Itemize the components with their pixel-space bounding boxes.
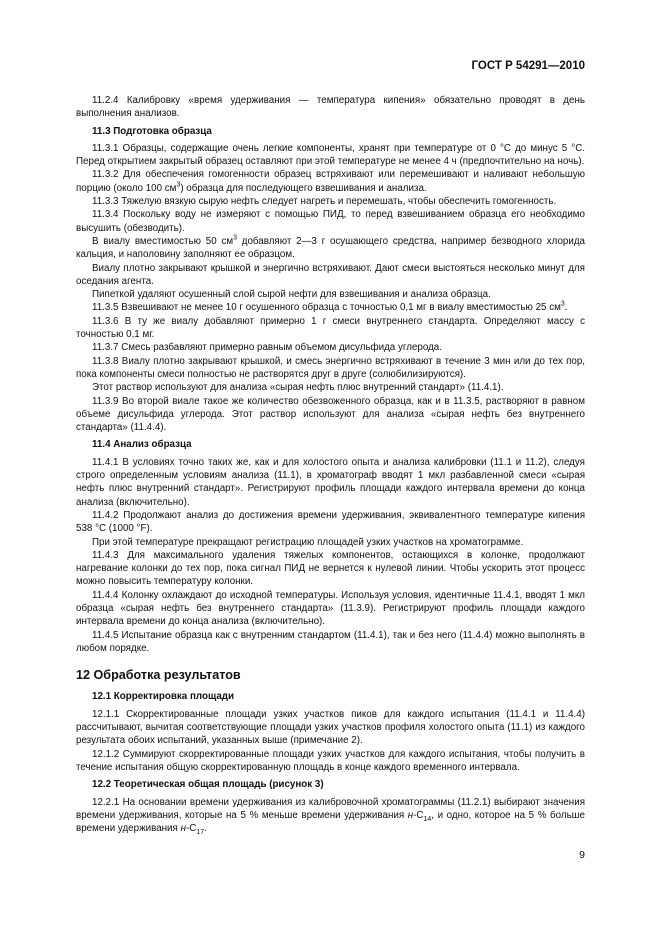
text-fragment: Этот раствор используют для анализа «сырая нефть плюс внутренний стандарт» (11.4.1). <box>92 382 504 394</box>
text-fragment: 12.2 Теоретическая общая площадь (рисунок 3) <box>92 779 324 791</box>
subsection-heading <box>76 438 585 451</box>
text-fragment: 11.3.5 Взвешивают не менее 10 г осушенного образца с точностью 0,1 мг в виалу вместимостью 25 см <box>92 302 561 314</box>
paragraph <box>76 708 585 748</box>
text-fragment: 11.3.3 Тяжелую вязкую сырую нефть следует нагреть и перемешать, чтобы обеспечить гомогенность. <box>92 196 557 208</box>
text-fragment: 11.4.1 В условиях точно таких же, как и для холостого опыта и анализа калибровки (11.1 и 11.2), следуя строго определенным условиям анализа (11.1), в хроматограф вводят 1 мкл разбавленной смеси «сырая нефть плюс внутренний стандарт». Регистрируют профиль площади каждого интервала времени до конца анализа (включительно). <box>76 456 585 508</box>
text-fragment: 11.3.4 Поскольку воду не измеряют с помощью ПИД, то перед взвешиванием образца его необходимо высушить (обезводить). <box>76 209 585 234</box>
paragraph <box>76 629 585 656</box>
paragraph <box>76 748 585 775</box>
paragraph <box>76 301 585 314</box>
text-fragment: 17 <box>196 829 205 837</box>
text-fragment: -С <box>413 809 424 821</box>
text-fragment: 11.2.4 Калибровку «время удерживания — температура кипения» обязательно проводят в день выполнения анализов. <box>76 95 585 120</box>
text-fragment: В виалу вместимостью 50 см <box>92 235 234 247</box>
text-fragment: -С <box>185 823 197 835</box>
paragraph <box>76 381 585 394</box>
paragraph <box>76 589 585 629</box>
text-fragment: н <box>180 823 186 835</box>
paragraph <box>76 456 585 509</box>
paragraph <box>76 315 585 342</box>
paragraph <box>76 509 585 536</box>
text-fragment: 14 <box>423 815 432 823</box>
paragraph <box>76 208 585 235</box>
paragraph <box>76 796 585 836</box>
paragraph <box>76 288 585 301</box>
text-fragment: Пипеткой удаляют осушенный слой сырой нефти для взвешивания и анализа образца. <box>92 289 491 301</box>
text-fragment: 11.3.1 Образцы, содержащие очень легкие компоненты, хранят при температуре от 0 °С до минус 5 °С. Перед открытием закрытый образец оставляют при этой температуре не менее 4 ч (предпочтительно на ночь). <box>76 142 585 168</box>
text-fragment: 12.1.2 Суммируют скорректированные площади узких участков для каждого испытания, чтобы получить в течение испытания общую скорректированную площадь в конце каждого временного интервала. <box>76 748 585 773</box>
text-fragment: 12 Обработка результатов <box>76 668 241 683</box>
text-fragment: Виалу плотно закрывают крышкой и энергично встряхивают. Дают смеси выстояться несколько минут для оседания агента. <box>76 262 585 287</box>
text-fragment: . <box>204 823 207 835</box>
text-fragment: . <box>564 302 568 314</box>
paragraph <box>76 549 585 589</box>
text-fragment: 11.3.7 Смесь разбавляют примерно равным объемом дисульфида углерода. <box>92 342 442 354</box>
text-fragment: , и одно, которое на 5 % больше времени удерживания <box>76 809 585 835</box>
text-fragment: 11.3 Подготовка образца <box>92 125 212 137</box>
text-fragment: При этой температуре прекращают регистрацию площадей узких участков на хроматограмме. <box>92 536 524 548</box>
paragraph <box>76 142 585 169</box>
text-fragment: 3 <box>233 234 237 242</box>
page-number: 9 <box>579 849 585 861</box>
subsection-heading <box>76 778 585 791</box>
text-fragment: 12.1.1 Скорректированные площади узких участков пиков для каждого испытания (11.4.1 и 11.4.4) рассчитывают, вычитая соответствующие площади узких участков профиля холостого опыта (11.1) из каждого результата обоих испытаний, указанных выше (примечание 2). <box>76 708 585 747</box>
text-fragment: 11.4.3 Для максимального удаления тяжелых компонентов, остающихся в колонке, продолжают нагревание колонки до тех пор, пока сигнал ПИД не вернется к нулевой линии. Чтобы ускорить этот процесс можно повысить температуру колонки. <box>76 549 585 588</box>
paragraph <box>76 536 585 549</box>
text-fragment: 12.2.1 На основании времени удерживания из калибровочной хроматограммы (11.2.1) выбирают значения времени удерживания, которые на 5 % меньше времени удерживания <box>76 796 585 821</box>
text-fragment: 11.3.6 В ту же виалу добавляют примерно 1 г смеси внутреннего стандарта. Определяют массу с точностью 0,1 мг. <box>76 315 585 341</box>
text-fragment: 12.1 Корректировка площади <box>92 691 235 703</box>
paragraph <box>76 395 585 435</box>
text-fragment: 11.3.8 Виалу плотно закрывают крышкой, и смесь энергично встряхивают в течение 3 мин или до тех пор, пока компоненты смеси полностью не растворятся друг в друге (солюбилизируются). <box>76 355 585 380</box>
text-fragment: 3 <box>560 301 565 309</box>
text-fragment: 11.3.2 Для обеспечения гомогенности образец встряхивают или перемешивают и наливают небольшую порцию (около 100 см <box>76 169 585 194</box>
text-fragment: добавляют 2—3 г осушающего средства, например безводного хлорида кальция, и наполовину заполняют ее образцом. <box>76 235 585 261</box>
paragraph <box>76 235 585 262</box>
subsection-heading <box>76 125 585 138</box>
text-fragment: 11.4 Анализ образца <box>92 439 192 451</box>
paragraph <box>76 262 585 289</box>
paragraph <box>76 168 585 195</box>
text-fragment: н <box>407 809 414 821</box>
paragraph <box>76 341 585 354</box>
text-fragment: 3 <box>176 181 181 189</box>
text-fragment: 11.4.2 Продолжают анализ до достижения времени удерживания, эквивалентного температуре кипения 538 °С (1000 °F). <box>76 509 585 535</box>
subsection-heading <box>76 690 585 703</box>
paragraph <box>76 94 585 121</box>
paragraph <box>76 195 585 208</box>
section-heading <box>76 669 585 682</box>
text-fragment: 11.4.5 Испытание образца как с внутренним стандартом (11.4.1), так и без него (11.4.4) можно выполнять в любом порядке. <box>76 629 585 654</box>
document-header: ГОСТ Р 54291—2010 <box>471 60 585 72</box>
text-fragment: 11.4.4 Колонку охлаждают до исходной температуры. Используя условия, идентичные 11.4.1, вводят 1 мкл образца «сырая нефть без внутреннего стандарта» (11.3.9). Регистрируют профиль площади каждого интервала времени до конца анализа (включительно). <box>76 589 585 628</box>
text-fragment: 11.3.9 Во второй виале такое же количество обезвоженного образца, как и в 11.3.5, растворяют в равном объеме дисульфида углерода. Этот раствор используют для анализа «сырая нефть без внутреннего стандарта» (11.4.4). <box>76 395 585 434</box>
text-fragment: ) образца для последующего взвешивания и анализа. <box>180 182 427 194</box>
document-body <box>76 94 585 835</box>
paragraph <box>76 355 585 382</box>
